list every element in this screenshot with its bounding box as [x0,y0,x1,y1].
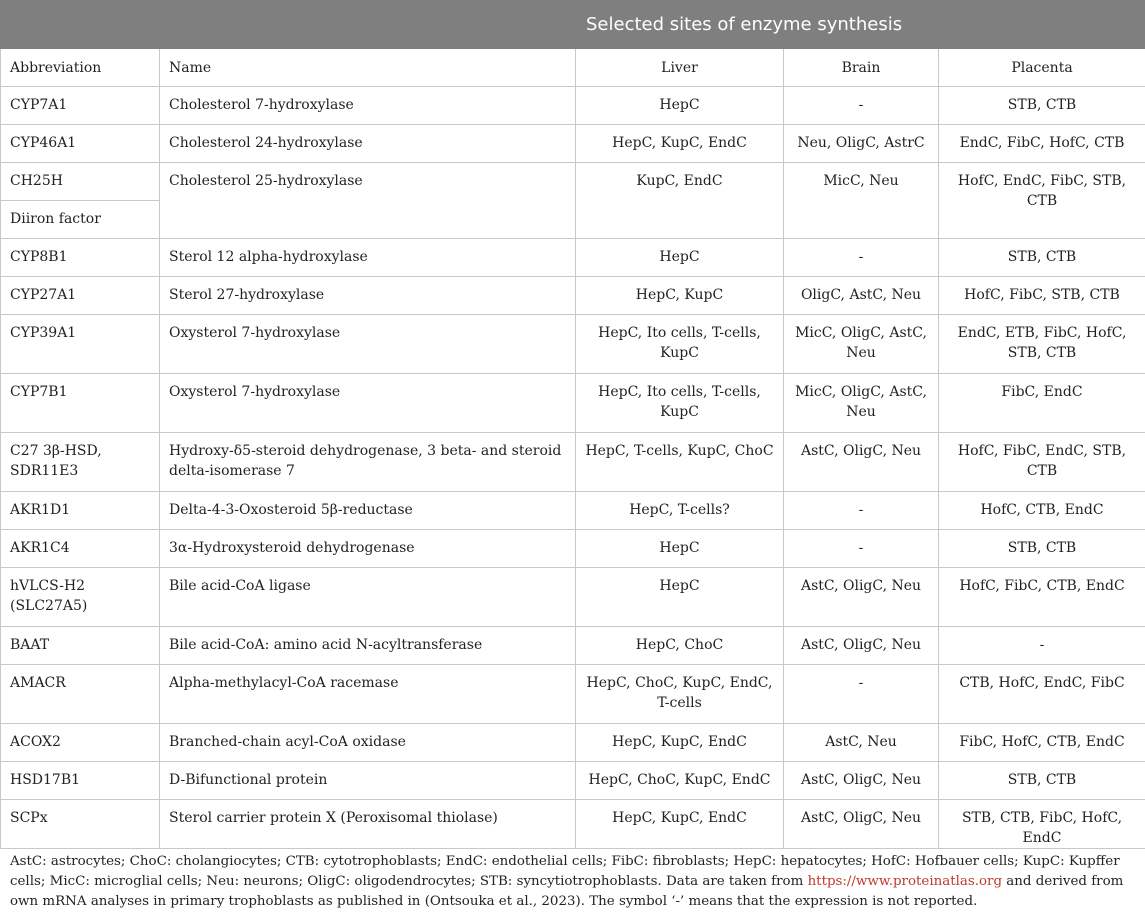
group-header-row [1,1,1145,49]
name-cell: Hydroxy-δ5-steroid dehydrogenase, 3 beta- and steroid delta-isomerase 7 [160,433,576,492]
placenta-cell: EndC, FibC, HofC, CTB [939,125,1145,163]
table-row [1,239,1145,277]
table-row [1,315,1145,374]
brain-cell: AstC, OligC, Neu [784,762,939,800]
name-cell: Alpha-methylacyl-CoA racemase [160,665,576,724]
table-row [1,125,1145,163]
brain-cell: AstC, Neu [784,724,939,762]
name-cell: Bile acid-CoA ligase [160,568,576,627]
name-cell: Delta-4-3-Oxosteroid 5β-reductase [160,492,576,530]
liver-cell: HepC, T-cells? [576,492,784,530]
header-blank-cell [1,1,160,49]
brain-cell: MicC, OligC, AstC, Neu [784,374,939,433]
abbreviation-cell: SCPx [1,800,160,849]
liver-cell: HepC, KupC, EndC [576,724,784,762]
table-row [1,530,1145,568]
abbreviation-cell: AKR1C4 [1,530,160,568]
table-row [1,568,1145,627]
abbreviation-cell: BAAT [1,627,160,665]
abbreviation-cell: C27 3β-HSD, SDR11E3 [1,433,160,492]
brain-cell: - [784,239,939,277]
placenta-cell: STB, CTB [939,87,1145,125]
table-row [1,433,1145,492]
liver-cell: HepC [576,568,784,627]
abbreviation-cell: Diiron factor [1,201,160,239]
column-header-brain: Brain [784,49,939,87]
liver-cell: HepC, ChoC, KupC, EndC [576,762,784,800]
brain-cell: MicC, Neu [784,163,939,239]
abbreviation-cell: hVLCS-H2 (SLC27A5) [1,568,160,627]
placenta-cell: - [939,627,1145,665]
column-header-name: Name [160,49,576,87]
placenta-cell: CTB, HofC, EndC, FibC [939,665,1145,724]
abbreviation-cell: CYP7A1 [1,87,160,125]
placenta-cell: HofC, FibC, CTB, EndC [939,568,1145,627]
proteinatlas-link[interactable]: https://www.proteinatlas.org [808,874,1002,889]
name-cell: Oxysterol 7-hydroxylase [160,374,576,433]
placenta-cell: HofC, FibC, STB, CTB [939,277,1145,315]
table-row [1,163,1145,201]
name-cell: Cholesterol 7-hydroxylase [160,87,576,125]
liver-cell: HepC, ChoC, KupC, EndC, T-cells [576,665,784,724]
brain-cell: AstC, OligC, Neu [784,627,939,665]
table-row [1,277,1145,315]
liver-cell: HepC, Ito cells, T-cells, KupC [576,374,784,433]
placenta-cell: FibC, EndC [939,374,1145,433]
name-cell: Sterol carrier protein X (Peroxisomal thiolase) [160,800,576,849]
liver-cell: KupC, EndC [576,163,784,239]
name-cell: 3α-Hydroxysteroid dehydrogenase [160,530,576,568]
header-blank-cell [160,1,576,49]
table-row [1,800,1145,849]
brain-cell: AstC, OligC, Neu [784,433,939,492]
name-cell: Cholesterol 24-hydroxylase [160,125,576,163]
name-cell: Sterol 12 alpha-hydroxylase [160,239,576,277]
abbreviation-cell: CYP8B1 [1,239,160,277]
placenta-cell: HofC, FibC, EndC, STB, CTB [939,433,1145,492]
name-cell: Branched-chain acyl-CoA oxidase [160,724,576,762]
liver-cell: HepC [576,239,784,277]
brain-cell: AstC, OligC, Neu [784,568,939,627]
liver-cell: HepC, ChoC [576,627,784,665]
table-row [1,724,1145,762]
abbreviation-cell: CH25H [1,163,160,201]
liver-cell: HepC, KupC, EndC [576,125,784,163]
brain-cell: AstC, OligC, Neu [784,800,939,849]
column-header-placenta: Placenta [939,49,1145,87]
placenta-cell: HofC, EndC, FibC, STB, CTB [939,163,1145,239]
table-row [1,492,1145,530]
table-footnote [10,852,1135,912]
liver-cell: HepC [576,87,784,125]
abbreviation-cell: AKR1D1 [1,492,160,530]
brain-cell: OligC, AstC, Neu [784,277,939,315]
placenta-cell: EndC, ETB, FibC, HofC, STB, CTB [939,315,1145,374]
abbreviation-cell: AMACR [1,665,160,724]
brain-cell: Neu, OligC, AstrC [784,125,939,163]
table-row [1,627,1145,665]
name-cell: Cholesterol 25-hydroxylase [160,163,576,239]
brain-cell: - [784,87,939,125]
table-row [1,374,1145,433]
name-cell: Oxysterol 7-hydroxylase [160,315,576,374]
column-header-row [1,49,1145,87]
liver-cell: HepC, Ito cells, T-cells, KupC [576,315,784,374]
abbreviation-cell: CYP46A1 [1,125,160,163]
column-header-abbreviation: Abbreviation [1,49,160,87]
placenta-cell: STB, CTB [939,239,1145,277]
abbreviation-cell: CYP7B1 [1,374,160,433]
abbreviation-cell: CYP27A1 [1,277,160,315]
column-header-liver: Liver [576,49,784,87]
abbreviation-cell: CYP39A1 [1,315,160,374]
placenta-cell: FibC, HofC, CTB, EndC [939,724,1145,762]
brain-cell: MicC, OligC, AstC, Neu [784,315,939,374]
abbreviation-cell: HSD17B1 [1,762,160,800]
placenta-cell: STB, CTB [939,530,1145,568]
brain-cell: - [784,530,939,568]
brain-cell: - [784,492,939,530]
table-row [1,665,1145,724]
liver-cell: HepC [576,530,784,568]
name-cell: Bile acid-CoA: amino acid N-acyltransferase [160,627,576,665]
footnote-text-end: and derived from own mRNA analyses in primary trophoblasts as published in (Ontsouka et al., 2023). The symbol ‘-’ means that the expression is not reported. [10,874,1123,909]
brain-cell: - [784,665,939,724]
placenta-cell: STB, CTB [939,762,1145,800]
placenta-cell: STB, CTB, FibC, HofC, EndC [939,800,1145,849]
table-row [1,762,1145,800]
liver-cell: HepC, KupC [576,277,784,315]
table-row [1,87,1145,125]
liver-cell: HepC, KupC, EndC [576,800,784,849]
liver-cell: HepC, T-cells, KupC, ChoC [576,433,784,492]
name-cell: Sterol 27-hydroxylase [160,277,576,315]
name-cell: D-Bifunctional protein [160,762,576,800]
group-header: Selected sites of enzyme synthesis [576,1,1145,49]
footnote-text: AstC: astrocytes; ChoC: cholangiocytes; CTB: cytotrophoblasts; EndC: endothelial cells; FibC: fibroblasts; HepC: hepatocytes; HofC: Hofbauer cells; KupC: Kupffer cells; MicC: microglial cells; Neu: neurons; OligC: oligodendrocytes; STB: syncytiotrophoblasts. Data are taken from [10,854,1120,889]
abbreviation-cell: ACOX2 [1,724,160,762]
placenta-cell: HofC, CTB, EndC [939,492,1145,530]
